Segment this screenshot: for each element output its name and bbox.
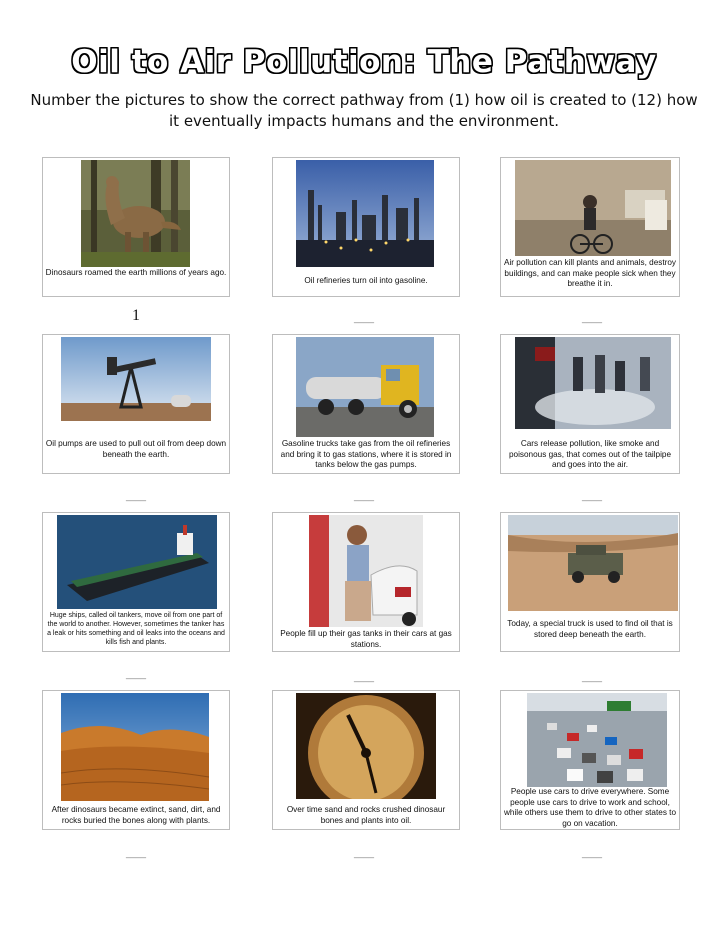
card-caption: Cars release pollution, like smoke and poisonous gas, that comes out of the tailpipe and goes into the air. xyxy=(508,439,672,469)
card-caption: After dinosaurs became extinct, sand, dirt, and rocks buried the bones along with plants. xyxy=(51,805,221,825)
number-slot[interactable]: ____ xyxy=(581,491,603,501)
number-slot[interactable]: ____ xyxy=(581,672,603,682)
smog-cyclist-photo xyxy=(515,160,671,256)
card-caption: People use cars to drive everywhere. Some people use cars to drive to work and school, while others use them to drive to other states to go on vacation. xyxy=(503,787,677,828)
clock-photo xyxy=(296,693,436,799)
card-gas-trucks xyxy=(272,334,460,474)
number-slot[interactable]: ____ xyxy=(581,313,603,323)
card-caption: People fill up their gas tanks in their cars at gas stations. xyxy=(280,629,452,649)
number-slot[interactable]: ____ xyxy=(353,848,375,858)
card-caption: Oil refineries turn oil into gasoline. xyxy=(304,276,428,285)
card-refineries xyxy=(272,157,460,297)
card-caption: Air pollution can kill plants and animals, destroy buildings, and can make people sick when they breathe it in. xyxy=(503,258,677,288)
card-air-pollution xyxy=(500,157,680,297)
card-caption: Over time sand and rocks crushed dinosaur bones and plants into oil. xyxy=(286,805,446,825)
instructions: Number the pictures to show the correct pathway from (1) how oil is created to (12) how it eventually impacts humans and the environment. xyxy=(30,91,698,130)
refinery-photo xyxy=(296,160,434,267)
number-slot[interactable]: ____ xyxy=(125,848,147,858)
card-oil-pumps xyxy=(42,334,230,474)
sand-dunes-photo xyxy=(61,693,209,801)
card-sand-buried xyxy=(42,690,230,830)
card-caption: Gasoline trucks take gas from the oil refineries and bring it to gas stations, where it is stored in tanks below the gas pumps. xyxy=(280,439,452,469)
card-caption: Dinosaurs roamed the earth millions of years ago. xyxy=(45,268,227,277)
number-slot[interactable]: ____ xyxy=(125,669,147,679)
car-exhaust-photo xyxy=(515,337,671,429)
card-oil-tankers xyxy=(42,512,230,652)
card-cars-release xyxy=(500,334,680,474)
card-people-cars xyxy=(500,690,680,830)
card-caption: Today, a special truck is used to find oil that is stored deep beneath the earth. xyxy=(507,619,673,639)
dinosaur-photo xyxy=(81,160,190,267)
oil-tanker-photo xyxy=(57,515,217,609)
worksheet-title: Oil to Air Pollution: The Pathway xyxy=(71,44,657,80)
number-slot[interactable]: ____ xyxy=(353,313,375,323)
oil-pump-photo xyxy=(61,337,211,421)
survey-truck-photo xyxy=(508,515,678,611)
card-caption: Oil pumps are used to pull out oil from deep down beneath the earth. xyxy=(45,439,227,459)
number-slot[interactable]: 1 xyxy=(132,307,140,324)
card-gas-stations xyxy=(272,512,460,652)
card-over-time xyxy=(272,690,460,830)
number-slot[interactable]: ____ xyxy=(125,491,147,501)
number-slot[interactable]: ____ xyxy=(581,848,603,858)
card-dinosaurs xyxy=(42,157,230,297)
card-survey-truck xyxy=(500,512,680,652)
number-slot[interactable]: ____ xyxy=(353,672,375,682)
gas-truck-photo xyxy=(296,337,434,437)
gas-station-photo xyxy=(309,515,423,627)
card-caption: Huge ships, called oil tankers, move oil from one part of the world to another. However, sometimes the tanker has a leak or hits something and oil leaks into the oceans and kills fish and plants. xyxy=(47,612,225,646)
traffic-photo xyxy=(527,693,667,787)
number-slot[interactable]: ____ xyxy=(353,491,375,501)
